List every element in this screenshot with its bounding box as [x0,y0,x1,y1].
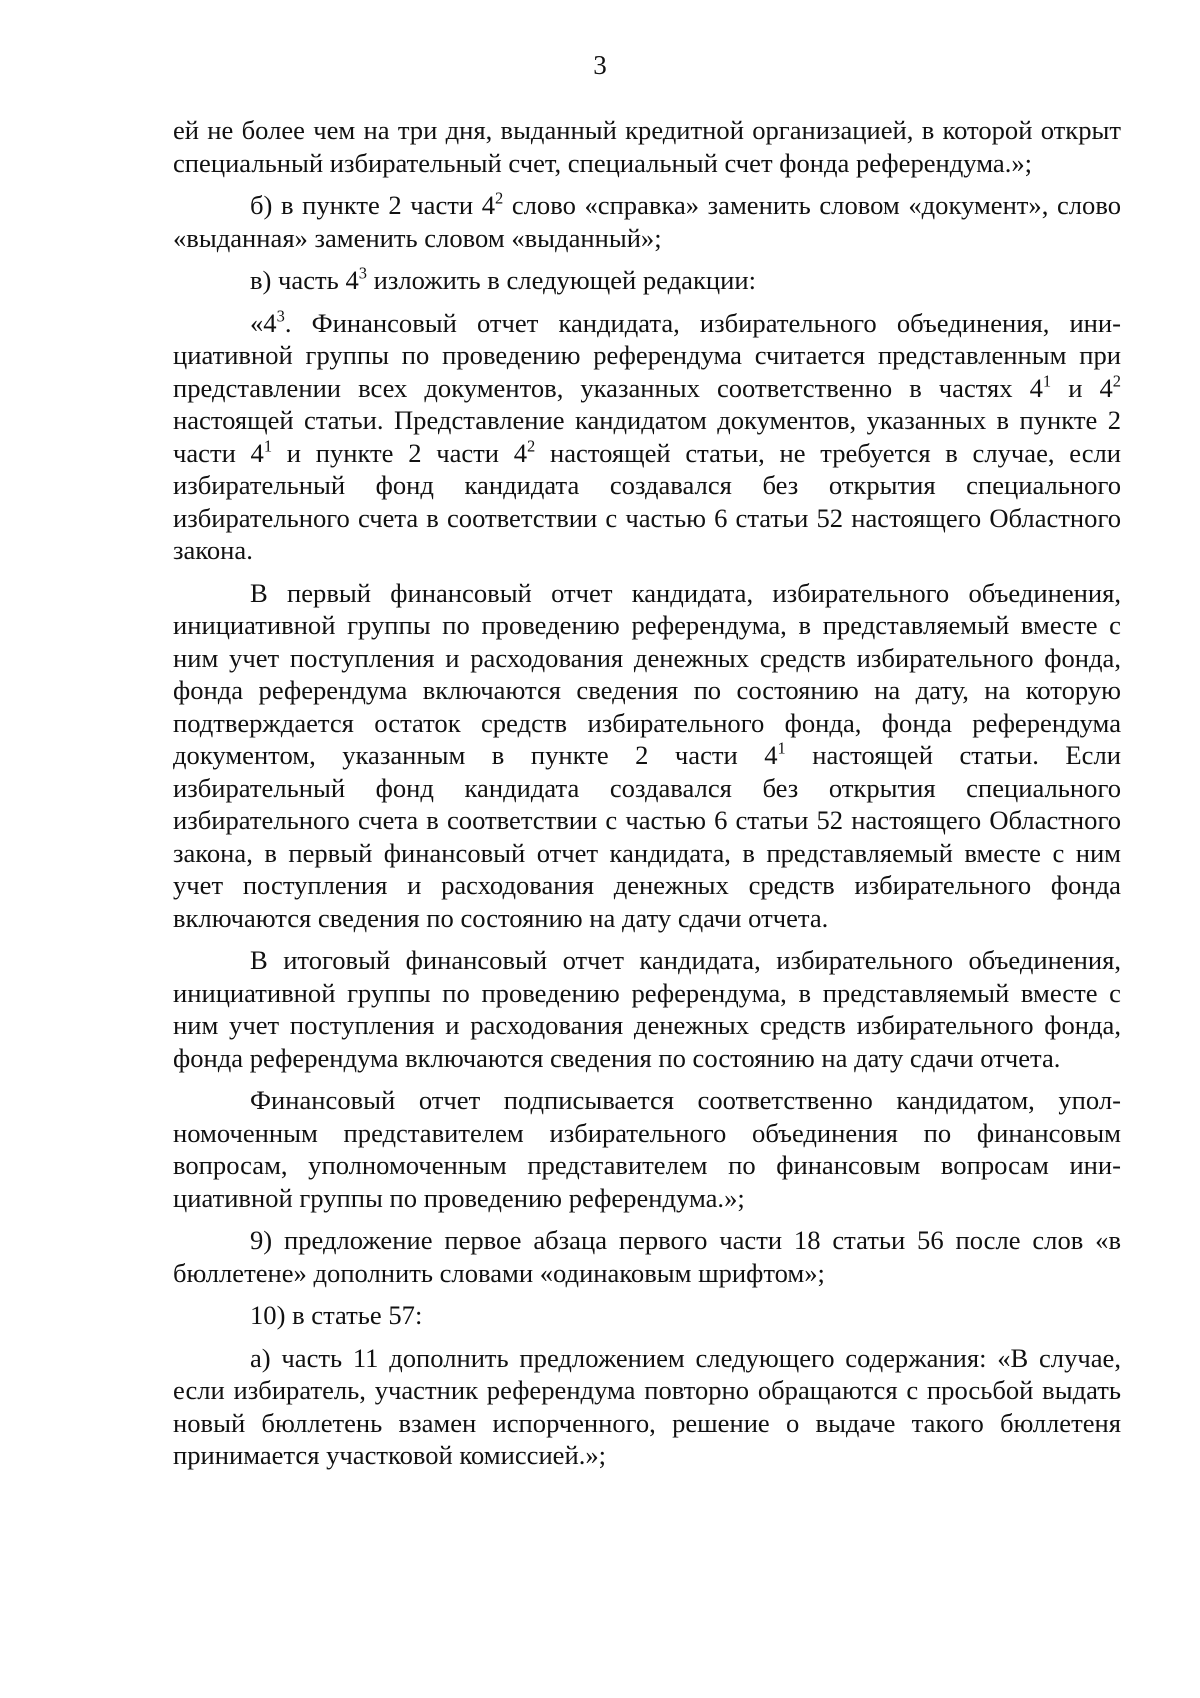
page-number: 3 [593,50,607,80]
text-run: настоящей статьи, не требуется в случае, если избирательный фонд кандидата создавался без открытия специального избирательного счета в соответствии с частью 6 статьи 52 настоящего Областного закона. [173,437,1122,565]
text-run: Финансовый отчет подписывается соответственно кандидатом, уполномоченным представителем избирательного объединения по финансовым вопросам, уполномоченным представителем по финансовым вопросам инициативной группы по проведению референдума.»; [173,1085,1121,1213]
superscript-index: 1 [1042,370,1052,390]
text-run: 9) предложение первое абзаца первого части 18 статьи 56 после слов «в бюллетене» дополнить словами «одинаковым шрифтом»; [173,1225,1121,1288]
superscript-index: 2 [527,435,536,455]
paragraph [173,307,1121,567]
text-run: . Финансовый отчет кандидата, избирательного объединения, инициативной группы по проведению референдума считается представленным при представлении всех документов, указанных соответственно в частях 4 [173,307,1121,403]
superscript-index: 2 [495,188,504,208]
text-run: в) часть 4 [250,265,359,295]
superscript-index: 1 [263,435,273,455]
text-run: слово «справка» заменить словом «документ», слово «выданная» заменить словом «выданный»; [173,190,1121,253]
text-run: и пункте 2 части 4 [272,437,528,468]
superscript-index: 2 [1112,370,1121,390]
paragraph [173,114,1121,179]
paragraph [173,264,1121,297]
text-run: настоящей статьи. Если избирательный фонд кандидата создавался без открытия специального избирательного счета в соответствии с частью 6 статьи 52 настоящего Областного закона, в первый финансовый отчет кандидата, в представляемый вместе с ним учет поступления и расходования денежных средств избирательного фонда включаются сведения по состоянию на дату сдачи отчета. [173,740,1121,933]
paragraph [173,1084,1121,1214]
paragraph [173,944,1121,1074]
text-run: ей не более чем на три дня, выданный кредитной организацией, в которой открыт специальный избирательный счет, специальный счет фонда референдума.»; [173,115,1121,178]
superscript-index: 1 [777,738,786,758]
paragraph [173,189,1121,254]
paragraph [173,1299,1121,1332]
text-run: «4 [250,307,277,338]
superscript-index: 3 [358,263,367,283]
text-run: а) часть 11 дополнить предложением следующего содержания: «В случае, если избиратель, участник референдума повторно обращаются с просьбой выдать новый бюллетень взамен испорченного, решение о выдаче такого бюллетеня принимается участковой комиссией.»; [173,1342,1121,1470]
text-run: настоящей статьи. Представление кандидатом документов, указанных в пункте 2 части 4 [173,405,1121,468]
text-run: В первый финансовый отчет кандидата, избирательного объединения, инициативной группы по проведению референдума, в представляемый вместе с ним учет поступления и расходования денежных средств избирательного фонда, фонда референдума включаются сведения по состоянию на дату, на которую подтверждается остаток средств избирательного фонда, фонда референдума документом, указанным в пункте 2 части 4 [173,577,1121,770]
text-run: б) в пункте 2 части 4 [250,190,496,220]
paragraph [173,1342,1121,1472]
text-run: и 4 [1051,372,1113,403]
paragraph [173,577,1121,935]
paragraph [173,1224,1121,1289]
text-run: 10) в статье 57: [250,1300,423,1330]
superscript-index: 3 [276,305,285,325]
text-run: изложить в следующей редакции: [367,265,756,295]
document-body [173,114,1121,1482]
text-run: В итоговый финансовый отчет кандидата, избирательного объединения, инициативной группы по проведению референдума, в представляемый вместе с ним учет поступления и расходования денежных средств избирательного фонда, фонда референдума включаются сведения по состоянию на дату сдачи отчета. [173,945,1121,1073]
